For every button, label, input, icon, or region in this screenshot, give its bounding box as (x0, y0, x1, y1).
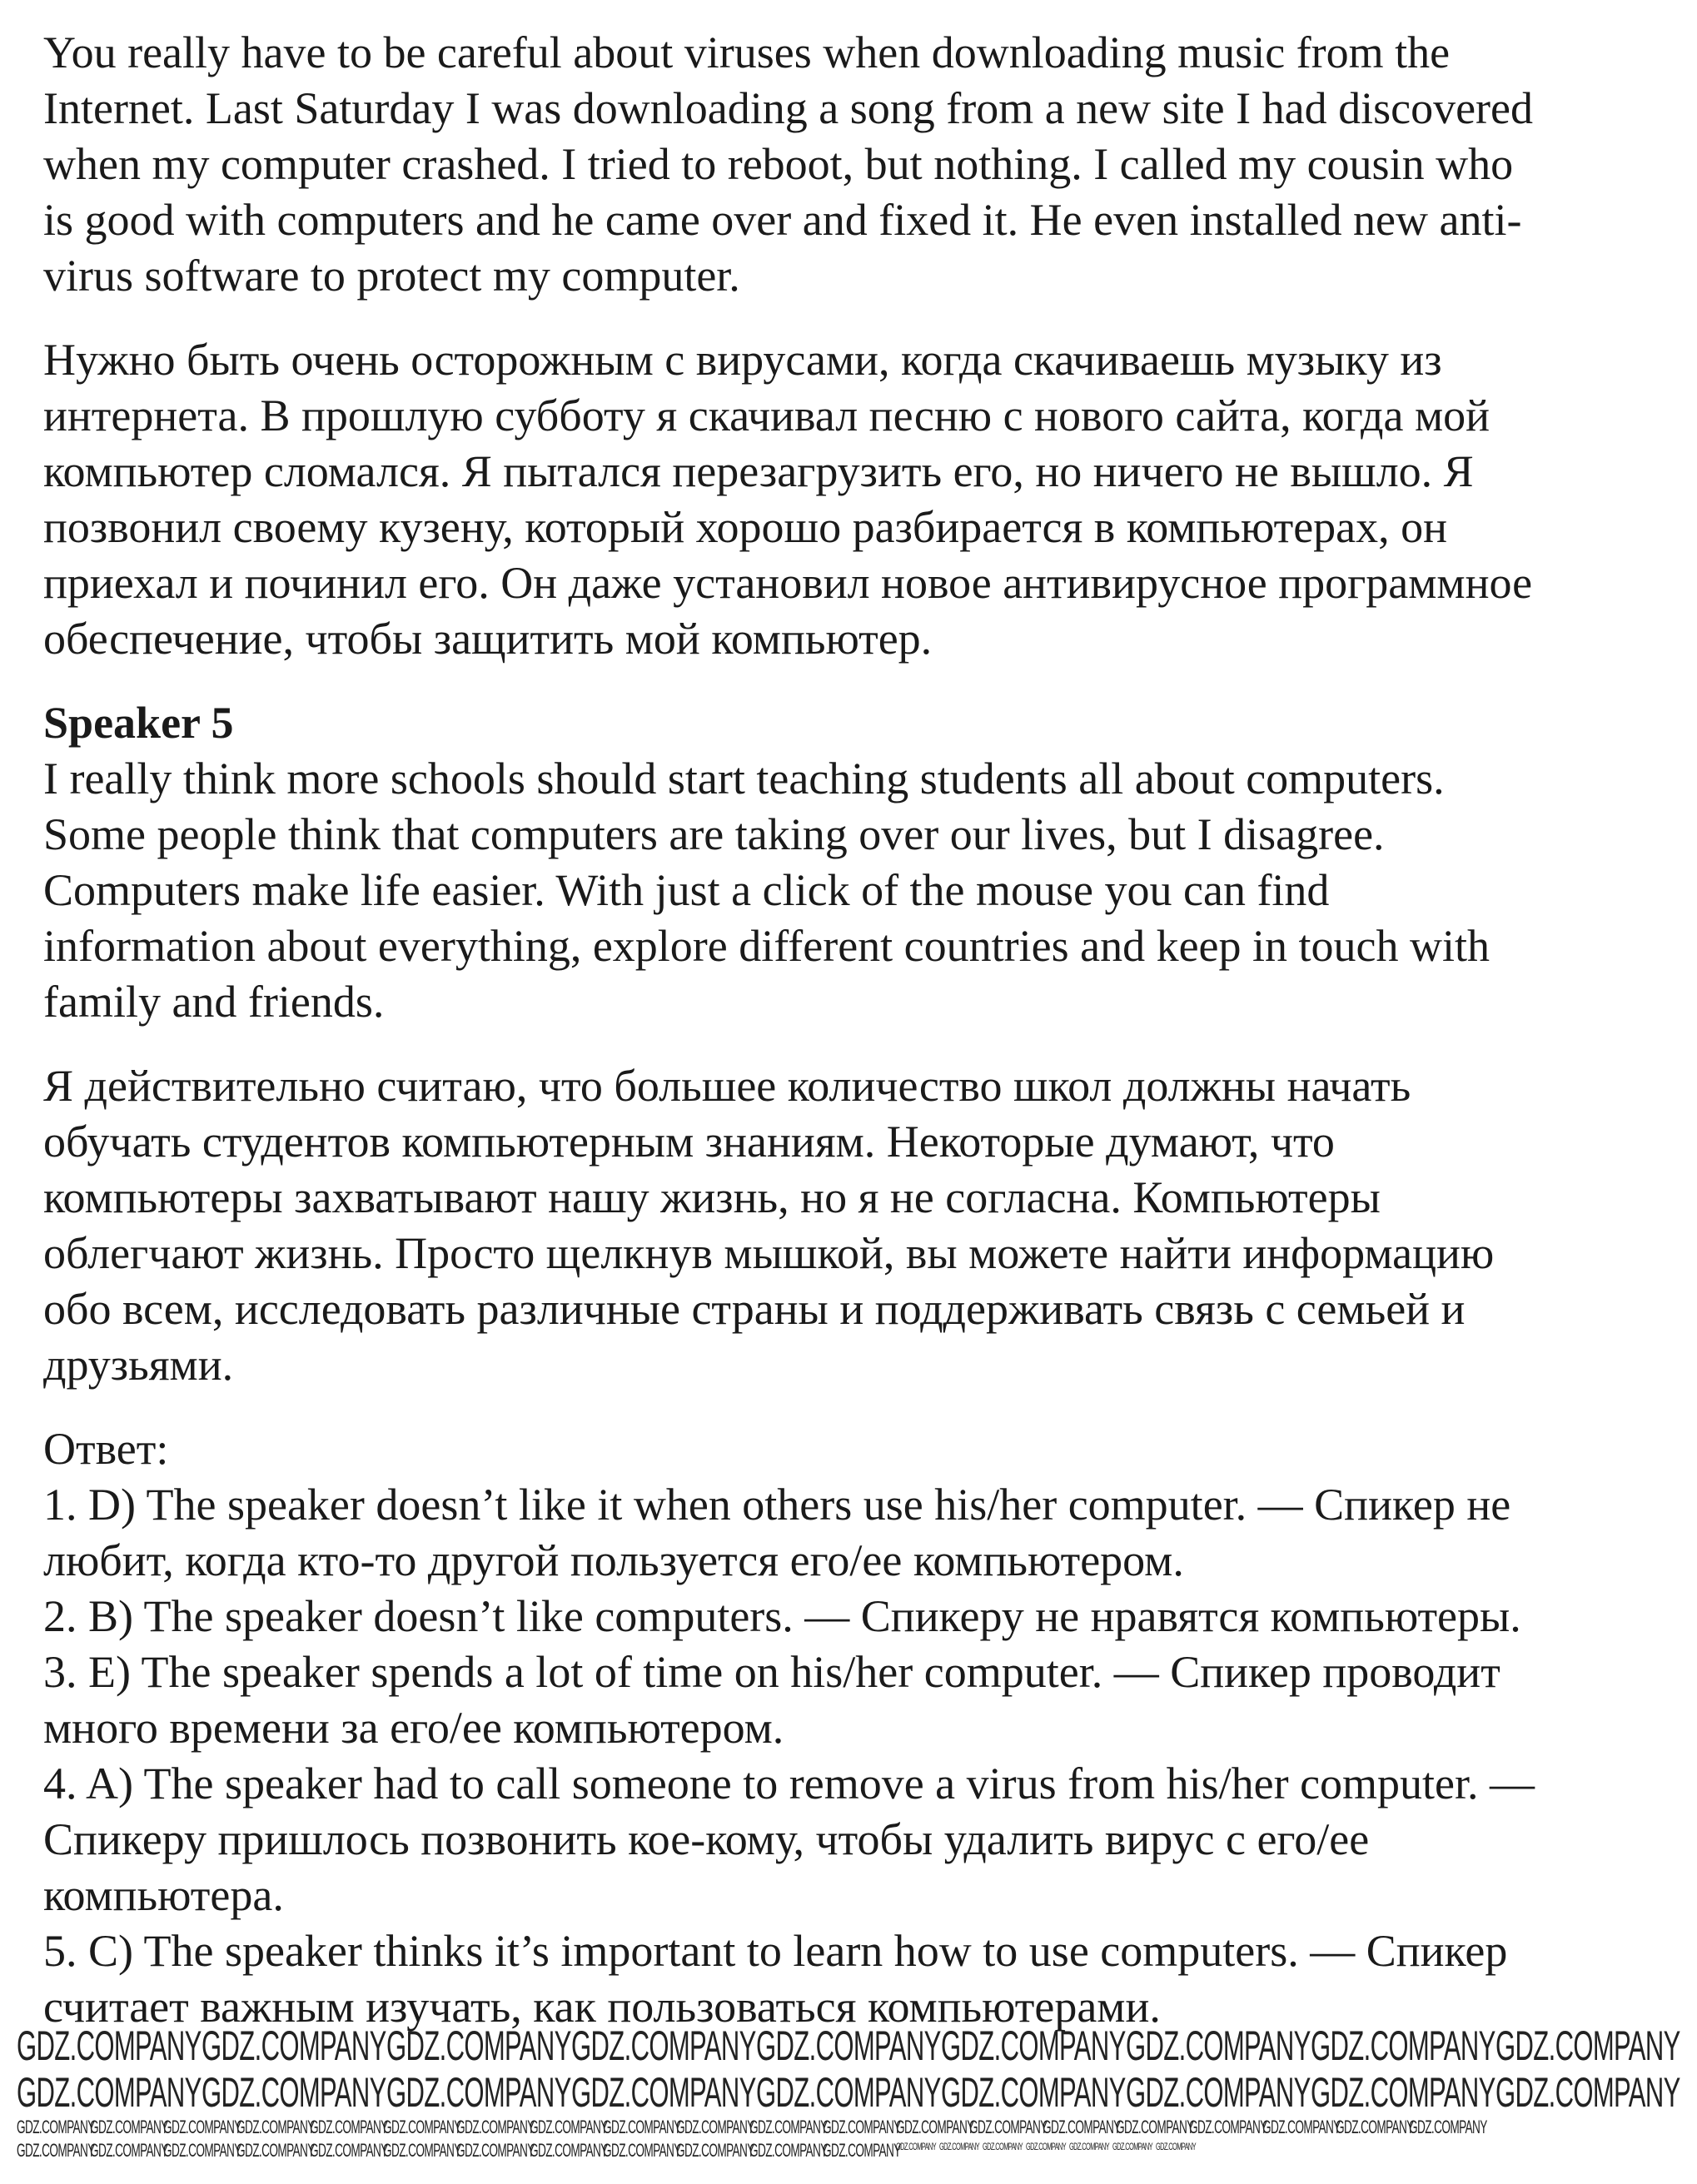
watermark-cell (530, 2140, 608, 2165)
speaker-heading: Speaker 5 (43, 698, 234, 748)
watermark-cell (1112, 2142, 1156, 2165)
watermark-text: GDZ.COMPANY (1126, 2069, 1311, 2116)
watermark-text: GDZ.COMPANY (202, 2069, 386, 2116)
watermark-text: GDZ.COMPANY (676, 2117, 754, 2137)
watermark-cell (756, 2025, 941, 2072)
answer-item (43, 1477, 1535, 1589)
text-line: 2. B) The speaker doesn’t like computers. — Спикеру не нравятся компьютеры. (43, 1591, 1521, 1641)
watermark-text: GDZ.COMPANY (1311, 2025, 1495, 2069)
watermark-cell (1311, 2069, 1495, 2118)
answer-label: Ответ: (43, 1424, 169, 1474)
text-line: компьютера. (43, 1870, 284, 1920)
watermark-text: GDZ.COMPANY (1189, 2117, 1267, 2137)
watermark-text: GDZ.COMPANY (17, 2025, 202, 2069)
text-line: обеспечение, чтобы защитить мой компьютер. (43, 614, 933, 664)
watermark-cell (530, 2117, 608, 2142)
watermark-cell (823, 2117, 901, 2142)
watermark-cell (941, 2069, 1126, 2118)
watermark-text: GDZ.COMPANY (1116, 2117, 1194, 2137)
watermark-cell (1409, 2117, 1487, 2142)
watermark-text: GDZ.COMPANY (1495, 2069, 1680, 2116)
watermark-cell (1069, 2142, 1112, 2165)
watermark-text: GDZ.COMPANY (896, 2117, 974, 2137)
watermark-cell (939, 2142, 983, 2165)
paragraph (43, 751, 1535, 1030)
watermark-row (17, 2069, 1682, 2118)
text-line: компьютер сломался. Я пытался перезагрузить его, но ничего не вышло. Я (43, 446, 1474, 496)
watermark-cell (383, 2117, 461, 2142)
text-line: считает важным изучать, как пользоваться компьютерами. (43, 1982, 1161, 2032)
watermark-text: GDZ.COMPANY (571, 2069, 756, 2116)
watermark-cell (756, 2069, 941, 2118)
text-line: 3. E) The speaker spends a lot of time on his/her computer. — Спикер проводит (43, 1647, 1500, 1697)
text-line: I really think more schools should start teaching students all about computers. (43, 754, 1445, 803)
watermark-text: GDZ.COMPANY (90, 2117, 168, 2137)
text-line: when my computer crashed. I tried to reboot, but nothing. I called my cousin who (43, 139, 1514, 189)
text-line: друзьями. (43, 1340, 234, 1390)
watermark-cell (1311, 2025, 1495, 2072)
watermark-text: GDZ.COMPANY (202, 2025, 386, 2069)
watermark-text: GDZ.COMPANY (386, 2069, 571, 2116)
watermark-cell (1126, 2069, 1311, 2118)
watermark-text: GDZ.COMPANY (969, 2117, 1048, 2137)
watermark-text: GDZ.COMPANY (1043, 2117, 1121, 2137)
watermark-cell (603, 2140, 681, 2165)
text-line: Internet. Last Saturday I was downloading a song from a new site I had discovered (43, 83, 1533, 133)
watermark-text: GDZ.COMPANY (90, 2140, 168, 2161)
watermark-text: GDZ.COMPANY (603, 2140, 681, 2161)
watermark-text: GDZ.COMPANY (941, 2025, 1126, 2069)
watermark-cell (386, 2069, 571, 2118)
watermark-text: GDZ.COMPANY (1409, 2117, 1487, 2137)
watermark-cell (310, 2117, 388, 2142)
watermark-row (17, 2118, 1682, 2142)
watermark-cell (571, 2025, 756, 2072)
watermark-text: GDZ.COMPANY (1336, 2117, 1414, 2137)
answer-item (43, 1756, 1535, 1923)
watermark-text: GDZ.COMPANY (456, 2117, 535, 2137)
text-line: приехал и починил его. Он даже установил новое антивирусное программное (43, 558, 1533, 608)
text-line: Я действительно считаю, что большее количество школ должны начать (43, 1061, 1411, 1111)
watermark-text: GDZ.COMPANY (941, 2069, 1126, 2116)
text-line: Some people think that computers are taking over our lives, but I disagree. (43, 809, 1385, 859)
watermark-cell (163, 2117, 241, 2142)
text-line: компьютеры захватывают нашу жизнь, но я не согласна. Компьютеры (43, 1172, 1381, 1222)
watermark-cell (1495, 2025, 1680, 2072)
text-line: 4. A) The speaker had to call someone to remove a virus from his/her computer. — (43, 1759, 1535, 1808)
watermark-cell (823, 2140, 901, 2165)
watermark-text: GDZ.COMPANY (896, 2141, 937, 2152)
watermark-cell (1336, 2117, 1414, 2142)
watermark-text: GDZ.COMPANY (571, 2025, 756, 2069)
watermark-row (17, 2025, 1682, 2072)
watermark-text: GDZ.COMPANY (1156, 2141, 1197, 2152)
text-line: virus software to protect my computer. (43, 251, 740, 301)
text-line: family and friends. (43, 977, 385, 1027)
watermark-cell (603, 2117, 681, 2142)
watermark-text: GDZ.COMPANY (676, 2140, 754, 2161)
watermarks (17, 2025, 1682, 2180)
text-line: обо всем, исследовать различные страны и поддерживать связь с семьей и (43, 1284, 1466, 1334)
watermark-text: GDZ.COMPANY (456, 2140, 535, 2161)
watermark-cell (1156, 2142, 1199, 2165)
watermark-text: GDZ.COMPANY (749, 2117, 828, 2137)
watermark-text: GDZ.COMPANY (983, 2141, 1023, 2152)
text-line: is good with computers and he came over and fixed it. He even installed new anti- (43, 195, 1522, 245)
watermark-cell (749, 2117, 828, 2142)
watermark-cell (1043, 2117, 1121, 2142)
watermark-text: GDZ.COMPANY (163, 2117, 241, 2137)
watermark-cell (1026, 2142, 1069, 2165)
watermark-text: GDZ.COMPANY (756, 2069, 941, 2116)
paragraph (43, 25, 1535, 304)
paragraph (43, 1058, 1535, 1393)
watermark-text: GDZ.COMPANY (823, 2140, 901, 2161)
text-line: обучать студентов компьютерным знаниям. Некоторые думают, что (43, 1117, 1335, 1167)
text-line: Computers make life easier. With just a click of the mouse you can find (43, 865, 1330, 915)
watermark-text: GDZ.COMPANY (939, 2141, 980, 2152)
watermark-cell (571, 2069, 756, 2118)
watermark-cell (896, 2142, 939, 2165)
answer-item (43, 1644, 1535, 1756)
watermark-cell (202, 2025, 386, 2072)
watermark-cell (941, 2025, 1126, 2072)
watermark-text: GDZ.COMPANY (603, 2117, 681, 2137)
text-line: Нужно быть очень осторожным с вирусами, когда скачиваешь музыку из (43, 335, 1442, 385)
watermark-text: GDZ.COMPANY (236, 2117, 315, 2137)
text-line: 5. C) The speaker thinks it’s important to learn how to use computers. — Спикер (43, 1926, 1508, 1976)
watermark-text: GDZ.COMPANY (823, 2117, 901, 2137)
watermark-cell (17, 2140, 95, 2165)
watermark-cell (90, 2140, 168, 2165)
watermark-cell (456, 2117, 535, 2142)
watermark-text: GDZ.COMPANY (310, 2140, 388, 2161)
watermark-text: GDZ.COMPANY (383, 2140, 461, 2161)
text-line: любит, когда кто-то другой пользуется его/ее компьютером. (43, 1535, 1184, 1585)
watermark-text: GDZ.COMPANY (17, 2117, 95, 2137)
watermark-cell (676, 2117, 754, 2142)
watermark-text: GDZ.COMPANY (383, 2117, 461, 2137)
watermark-cell (1126, 2025, 1311, 2072)
watermark-cell (749, 2140, 828, 2165)
watermark-text: GDZ.COMPANY (17, 2069, 202, 2116)
watermark-cell (676, 2140, 754, 2165)
watermark-cell (456, 2140, 535, 2165)
text-line: позвонил своему кузену, который хорошо разбирается в компьютерах, он (43, 502, 1448, 552)
intro-section (43, 25, 1535, 667)
watermark-text: GDZ.COMPANY (1262, 2117, 1341, 2137)
watermark-cell (17, 2117, 95, 2142)
watermark-cell (163, 2140, 241, 2165)
watermark-text: GDZ.COMPANY (163, 2140, 241, 2161)
watermark-text: GDZ.COMPANY (530, 2117, 608, 2137)
watermark-cell (1189, 2117, 1267, 2142)
watermark-cell (90, 2117, 168, 2142)
watermark-text: GDZ.COMPANY (1495, 2025, 1680, 2069)
watermark-text: GDZ.COMPANY (17, 2140, 95, 2161)
watermark-cell (386, 2025, 571, 2072)
watermark-text: GDZ.COMPANY (1026, 2141, 1067, 2152)
text-line: Спикеру пришлось позвонить кое-кому, чтобы удалить вирус с его/ее (43, 1814, 1370, 1864)
watermark-text: GDZ.COMPANY (1311, 2069, 1495, 2116)
watermark-text: GDZ.COMPANY (756, 2025, 941, 2069)
watermark-cell (1262, 2117, 1341, 2142)
watermark-cell (1495, 2069, 1680, 2118)
watermark-cell (17, 2025, 202, 2072)
text-line: интернета. В прошлую субботу я скачивал песню с нового сайта, когда мой (43, 391, 1490, 440)
text-line: information about everything, explore different countries and keep in touch with (43, 921, 1490, 971)
watermark-text: GDZ.COMPANY (1069, 2141, 1110, 2152)
document-body (43, 25, 1535, 2035)
speaker-section (43, 751, 1535, 1393)
watermark-cell (236, 2117, 315, 2142)
watermark-cell (202, 2069, 386, 2118)
watermark-cell (896, 2117, 974, 2142)
watermark-row (17, 2142, 1682, 2165)
watermark-cell (310, 2140, 388, 2165)
answer-item (43, 1589, 1535, 1644)
watermark-text: GDZ.COMPANY (749, 2140, 828, 2161)
answer-item (43, 1923, 1535, 2035)
watermark-cell (983, 2142, 1026, 2165)
watermark-text: GDZ.COMPANY (386, 2025, 571, 2069)
text-line: много времени за его/ее компьютером. (43, 1703, 784, 1753)
watermark-cell (969, 2117, 1048, 2142)
watermark-text: GDZ.COMPANY (1126, 2025, 1311, 2069)
watermark-text: GDZ.COMPANY (530, 2140, 608, 2161)
watermark-text: GDZ.COMPANY (236, 2140, 315, 2161)
watermark-cell (236, 2140, 315, 2165)
watermark-cell (1116, 2117, 1194, 2142)
text-line: 1. D) The speaker doesn’t like it when others use his/her computer. — Спикер не (43, 1480, 1511, 1530)
watermark-cell (17, 2069, 202, 2118)
text-line: You really have to be careful about viruses when downloading music from the (43, 27, 1451, 77)
watermark-text: GDZ.COMPANY (1112, 2141, 1153, 2152)
watermark-text: GDZ.COMPANY (310, 2117, 388, 2137)
watermark-cell (383, 2140, 461, 2165)
text-line: облегчают жизнь. Просто щелкнув мышкой, вы можете найти информацию (43, 1228, 1495, 1278)
answers-section (43, 1477, 1535, 2035)
paragraph (43, 332, 1535, 667)
